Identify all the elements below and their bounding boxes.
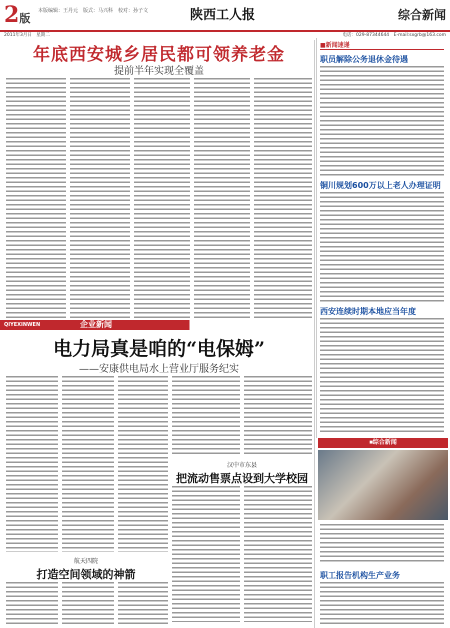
right-headline-2: 铜川规划600万以上老人办理证明 [320, 181, 441, 190]
date-line: 2011年3月日 星期二 [4, 33, 50, 38]
story4-body-col1 [6, 582, 58, 624]
right-column-tag: ■新闻速递 [320, 40, 444, 50]
story1-body-col1 [6, 78, 66, 318]
story2-body-col1 [6, 376, 58, 552]
story2-subheadline: ——安康供电局水上营业厅服务纪实 [79, 364, 239, 375]
story3-headline: 把流动售票点设到大学校园 [176, 472, 308, 485]
story3-body-col1 [172, 486, 240, 622]
page-header [0, 0, 450, 32]
right-body-3 [320, 318, 444, 434]
enterprise-band [0, 320, 316, 330]
newspaper-name: 陕西工人报 [190, 8, 256, 23]
story4-body-col2 [62, 582, 114, 624]
story4-body-col3 [118, 582, 168, 624]
story1-headline: 年底西安城乡居民都可领养老金 [33, 45, 285, 65]
story2-body-col5 [244, 376, 312, 456]
page-number: 2版 [4, 2, 31, 28]
right-body-2 [320, 192, 444, 302]
story1-body-col2 [70, 78, 130, 318]
story3-body-col2 [244, 486, 312, 622]
enterprise-band-title: 企业新闻 [70, 320, 122, 330]
right-body-1 [320, 66, 444, 176]
story1-body-col4 [194, 78, 250, 318]
story2-body-col2 [62, 376, 114, 552]
contact-line: 电话：029-87344644 E-mail:sxgrb@163.com [342, 33, 446, 38]
story2-body-col4 [172, 376, 240, 456]
story5-headline: 职工报告机构生产业务 [320, 571, 400, 580]
photo-caption [320, 524, 444, 564]
story2-headline: 电力局真是咱的“电保姆” [53, 338, 265, 360]
story1-body-col5 [254, 78, 312, 318]
story2-body-col3 [118, 376, 168, 552]
right-headline-1: 职员解除公务退休金待遇 [320, 55, 408, 64]
photo-box-label: ■综合新闻 [318, 438, 448, 448]
story3-kicker: 汉中市东县 [226, 462, 257, 469]
news-photo [318, 450, 448, 520]
enterprise-band-pinyin: QIYEXINWEN [4, 322, 41, 328]
editor-meta: 本版编辑：王丹元 版式：马兴科 校对：孙子文 [38, 8, 149, 14]
story1-subheadline: 提前半年实现全覆盖 [114, 66, 204, 77]
story1-body-col3 [134, 78, 190, 318]
section-name: 综合新闻 [397, 8, 446, 22]
story4-headline: 打造空间领域的神箭 [36, 568, 136, 581]
story4-kicker: 航天四院 [73, 558, 98, 565]
column-divider [314, 40, 315, 628]
story5-body [320, 582, 444, 624]
right-headline-3: 西安连续时期本地应当年度 [320, 307, 416, 316]
